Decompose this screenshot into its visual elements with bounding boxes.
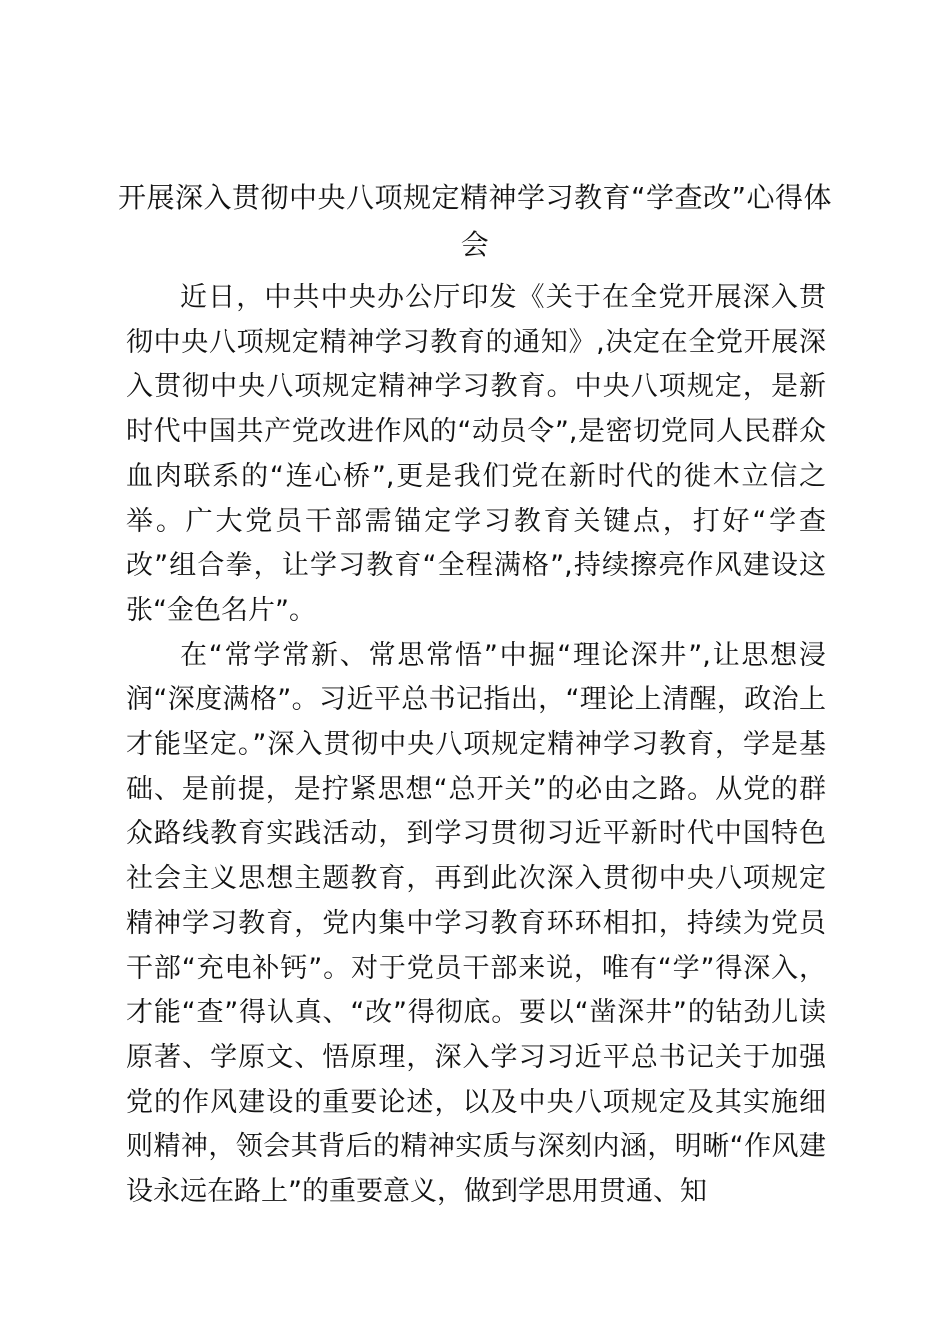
paragraph-1: 近日，中共中央办公厅印发《关于在全党开展深入贯彻中央八项规定精神学习教育的通知》,决定在全党开展深入贯彻中央八项规定精神学习教育。中央八项规定，是新时代中国共产党改进作风的“动员令”,是密切党同人民群众血肉联系的“连心桥”,更是我们党在新时代的徙木立信之举。广大党员干部需锚定学习教育关键点，打好“学查改”组合拳，让学习教育“全程满格”,持续擦亮作风建设这张“金色名片”。 <box>126 282 826 626</box>
paragraph-2: 在“常学常新、常思常悟”中掘“理论深井”,让思想浸润“深度满格”。习近平总书记指出，“理论上清醒，政治上才能坚定。”深入贯彻中央八项规定精神学习教育，学是基础、是前提，是拧紧思想“总开关”的必由之路。从党的群众路线教育实践活动，到学习贯彻习近平新时代中国特色社会主义思想主题教育，再到此次深入贯彻中央八项规定精神学习教育，党内集中学习教育环环相扣，持续为党员干部“充电补钙”。对于党员干部来说，唯有“学”得深入，才能“查”得认真、“改”得彻底。要以“凿深井”的钻劲儿读原著、学原文、悟原理，深入学习习近平总书记关于加强党的作风建设的重要论述，以及中央八项规定及其实施细则精神，领会其背后的精神实质与深刻内涵，明晰“作风建设永远在路上”的重要意义，做到学思用贯通、知 <box>126 639 826 1208</box>
document-body <box>126 276 826 1215</box>
document-title: 开展深入贯彻中央八项规定精神学习教育“学查改”心得体会 <box>118 181 833 261</box>
